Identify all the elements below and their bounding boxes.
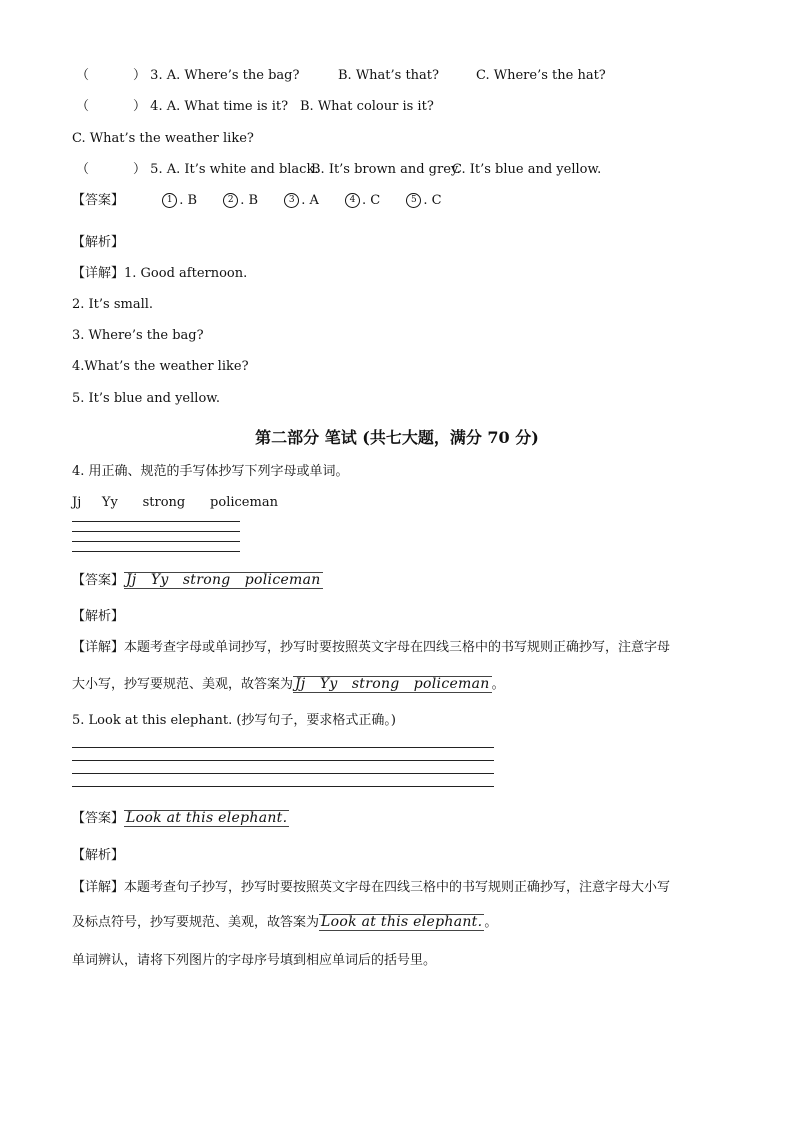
writing-line (72, 773, 494, 774)
writing-line (72, 521, 240, 522)
question-3-option-c: C. Where’s the hat? (476, 68, 606, 83)
bracket-close: ） (133, 162, 147, 177)
analysis-tag: 【解析】 (72, 235, 125, 250)
detail-line: 4.What’s the weather like? (72, 359, 249, 374)
bracket-close: ） (133, 68, 147, 83)
copy-words: Jj Yy strong policeman (72, 495, 278, 510)
writing-line (72, 760, 494, 761)
bracket-open: （ (76, 162, 90, 177)
question-5-option-c: C. It’s blue and yellow. (452, 162, 602, 177)
answer-item: 1 . B (162, 193, 197, 209)
writing-question-5: 5. Look at this elephant. (抄写句子，要求格式正确。) (72, 713, 396, 728)
detail-line: 【详解】1. Good afternoon. (72, 266, 248, 281)
question-4-option-b: B. What colour is it? (300, 99, 434, 114)
detail-tag: 【详解】 (72, 266, 125, 281)
writing-line (72, 531, 240, 532)
handwriting-answer: Look at this elephant. (126, 810, 288, 826)
detail-line: 大小写，抄写要规范、美观，故答案为 Jj Yy strong policeman 。 (72, 676, 505, 692)
bracket-close: ） (133, 99, 147, 114)
question-4-option-c: C. What’s the weather like? (72, 131, 254, 146)
writing-line (72, 551, 240, 552)
detail-line: 2. It’s small. (72, 297, 154, 312)
option-a: A. What time is it? (166, 99, 289, 114)
answer-item: 2 . B (223, 193, 258, 209)
writing-question-4: 4. 用正确、规范的手写体抄写下列字母或单词。 (72, 464, 349, 479)
handwriting-answer: Jj Yy strong policeman (295, 676, 490, 692)
answer-item: 4 . C (345, 193, 380, 209)
question-number: 4. (150, 99, 163, 114)
question-3 (76, 68, 299, 84)
question-number: 5. (150, 162, 163, 177)
option-a: A. It’s white and black. (166, 162, 319, 177)
analysis-tag: 【解析】 (72, 848, 125, 863)
answer-row (72, 810, 289, 827)
answer-tag: 【答案】 (72, 573, 125, 588)
answer-item: 5 . C (406, 193, 441, 209)
detail-line: 及标点符号，抄写要规范、美观，故答案为 Look at this elephant. 。 (72, 914, 498, 930)
answer-tag: 【答案】 (72, 811, 125, 826)
detail-tag: 【详解】 (72, 640, 125, 655)
writing-line (72, 747, 494, 748)
answer-row (72, 193, 464, 209)
question-5-option-b: B. It’s brown and grey. (311, 162, 461, 177)
answer-item: 3 . A (284, 193, 319, 209)
detail-tag: 【详解】 (72, 880, 125, 895)
handwriting-answer: Jj Yy strong policeman (126, 572, 321, 588)
section-heading: 第二部分 笔试 (共七大题，满分 70 分) (255, 428, 539, 447)
writing-line (72, 541, 240, 542)
detail-line: 5. It’s blue and yellow. (72, 391, 220, 406)
answer-tag: 【答案】 (72, 193, 125, 208)
question-4 (76, 99, 288, 115)
bracket-open: （ (76, 68, 90, 83)
detail-line: 3. Where’s the bag? (72, 328, 204, 343)
detail-line: 【详解】本题考查字母或单词抄写，抄写时要按照英文字母在四线三格中的书写规则正确抄写，注意字母 (72, 640, 671, 655)
analysis-tag: 【解析】 (72, 609, 125, 624)
writing-line (72, 786, 494, 787)
question-number: 3. (150, 68, 163, 83)
bracket-open: （ (76, 99, 90, 114)
detail-line: 【详解】本题考查句子抄写，抄写时要按照英文字母在四线三格中的书写规则正确抄写，注意字母大小写 (72, 880, 671, 895)
question-3-option-b: B. What’s that? (338, 68, 440, 83)
answer-row (72, 572, 323, 589)
handwriting-answer: Look at this elephant. (321, 914, 483, 930)
next-instruction: 单词辨认，请将下列图片的字母序号填到相应单词后的括号里。 (72, 953, 437, 968)
option-a: A. Where’s the bag? (166, 68, 300, 83)
question-5 (76, 162, 318, 178)
